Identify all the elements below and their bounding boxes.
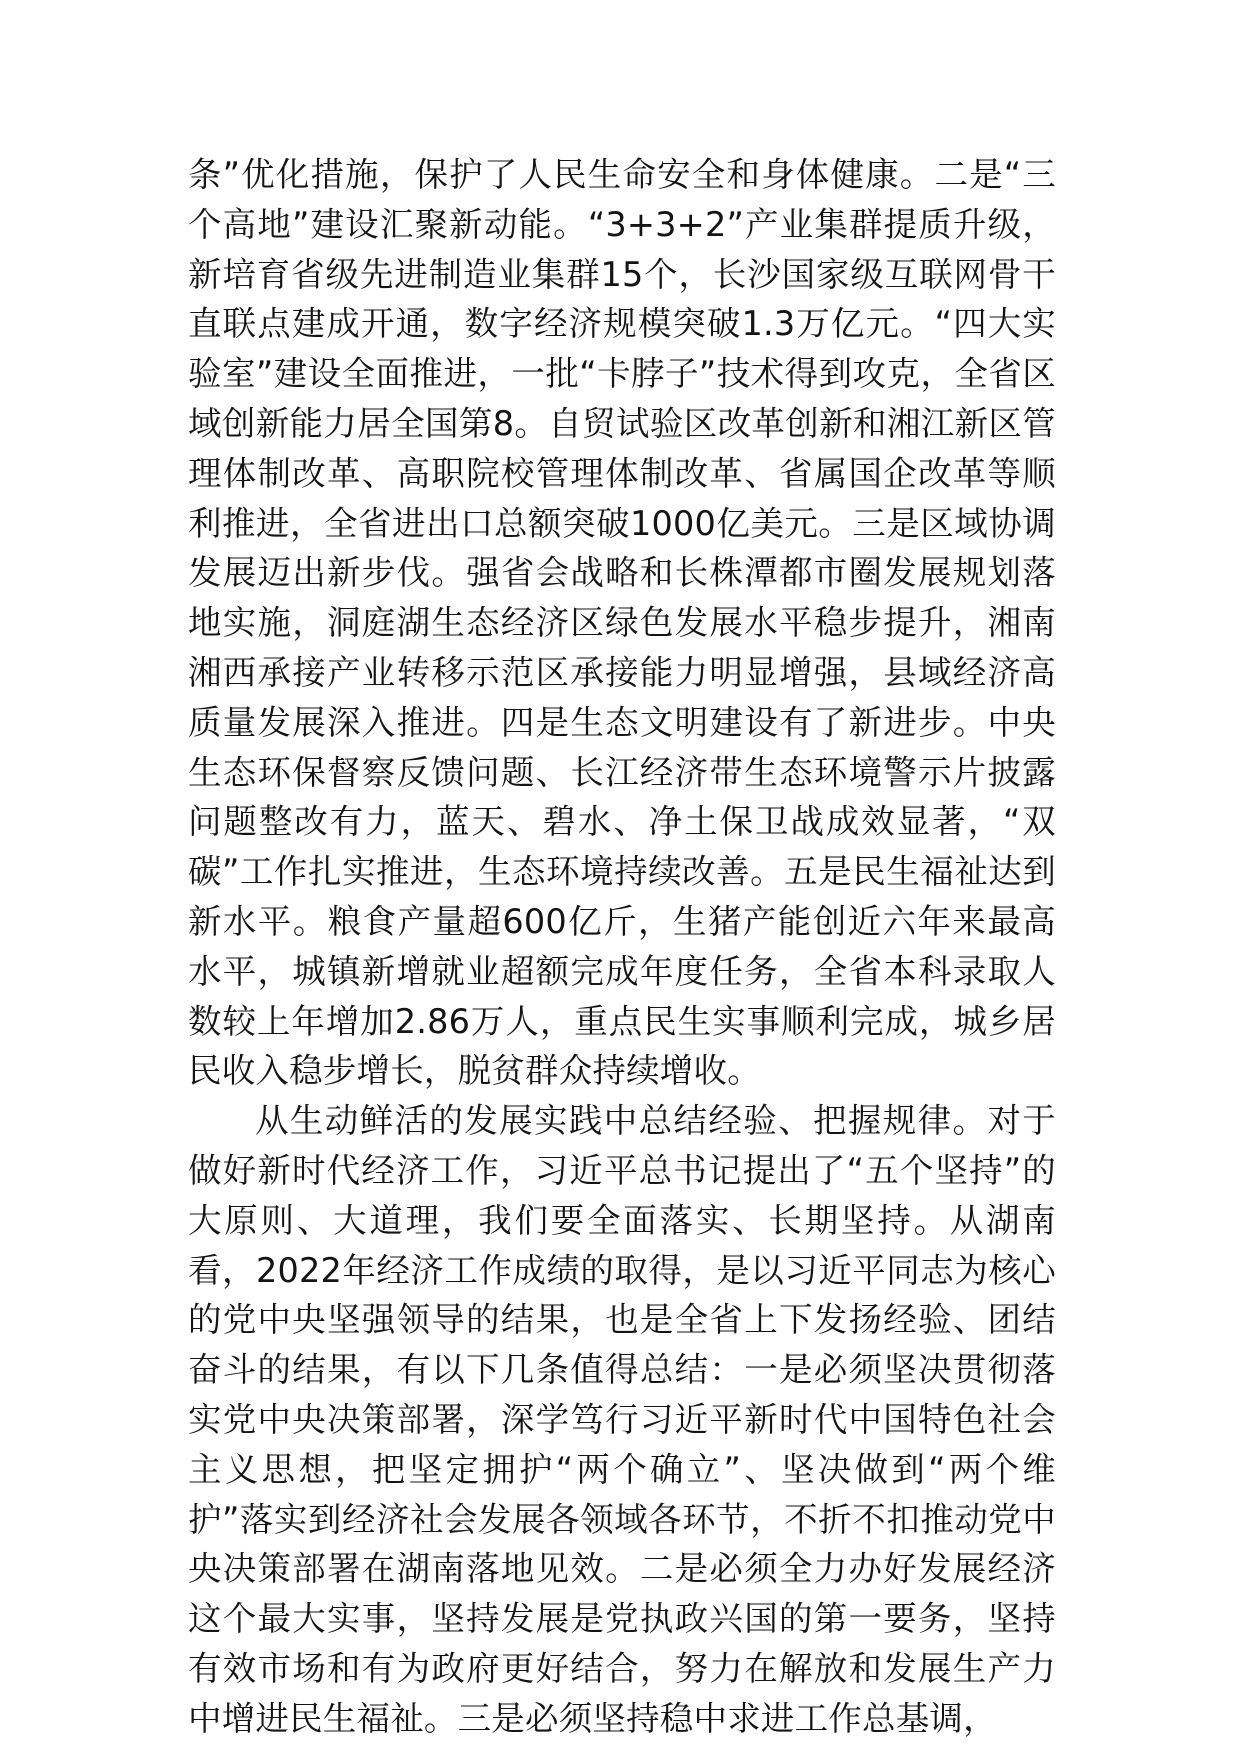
paragraph-continued: 条”优化措施，保护了人民生命安全和身体健康。二是“三个高地”建设汇聚新动能。“3+3+2”产业集群提质升级，新培育省级先进制造业集群15个，长沙国家级互联网骨干直联点建成开通，数字经济规模突破1.3万亿元。“四大实验室”建设全面推进，一批“卡脖子”技术得到攻克，全省区域创新能力居全国第8。自贸试验区改革创新和湘江新区管理体制改革、高职院校管理体制改革、省属国企改革等顺利推进，全省进出口总额突破1000亿美元。三是区域协调发展迈出新步伐。强省会战略和长株潭都市圈发展规划落地实施，洞庭湖生态经济区绿色发展水平稳步提升，湘南湘西承接产业转移示范区承接能力明显增强，县域经济高质量发展深入推进。四是生态文明建设有了新进步。中央生态环保督察反馈问题、长江经济带生态环境警示片披露问题整改有力，蓝天、碧水、净土保卫战成效显著，“双碳”工作扎实推进，生态环境持续改善。五是民生福祉达到新水平。粮食产量超600亿斤，生猪产能创近六年来最高水平，城镇新增就业超额完成年度任务，全省本科录取人数较上年增加2.86万人，重点民生实事顺利完成，城乡居民收入稳步增长，脱贫群众持续增收。 — [188, 155, 1056, 1091]
body-text — [188, 150, 1056, 1744]
paragraph-experience-summary: 从生动鲜活的发展实践中总结经验、把握规律。对于做好新时代经济工作，习近平总书记提出了“五个坚持”的大原则、大道理，我们要全面落实、长期坚持。从湖南看，2022年经济工作成绩的取得，是以习近平同志为核心的党中央坚强领导的结果，也是全省上下发扬经验、团结奋斗的结果，有以下几条值得总结：一是必须坚决贯彻落实党中央决策部署，深学笃行习近平新时代中国特色社会主义思想，把坚定拥护“两个确立”、坚决做到“两个维护”落实到经济社会发展各领域各环节，不折不扣推动党中央决策部署在湖南落地见效。二是必须全力办好发展经济这个最大实事，坚持发展是党执政兴国的第一要务，坚持有效市场和有为政府更好结合，努力在解放和发展生产力中增进民生福祉。三是必须坚持稳中求进工作总基调， — [188, 1101, 1056, 1738]
